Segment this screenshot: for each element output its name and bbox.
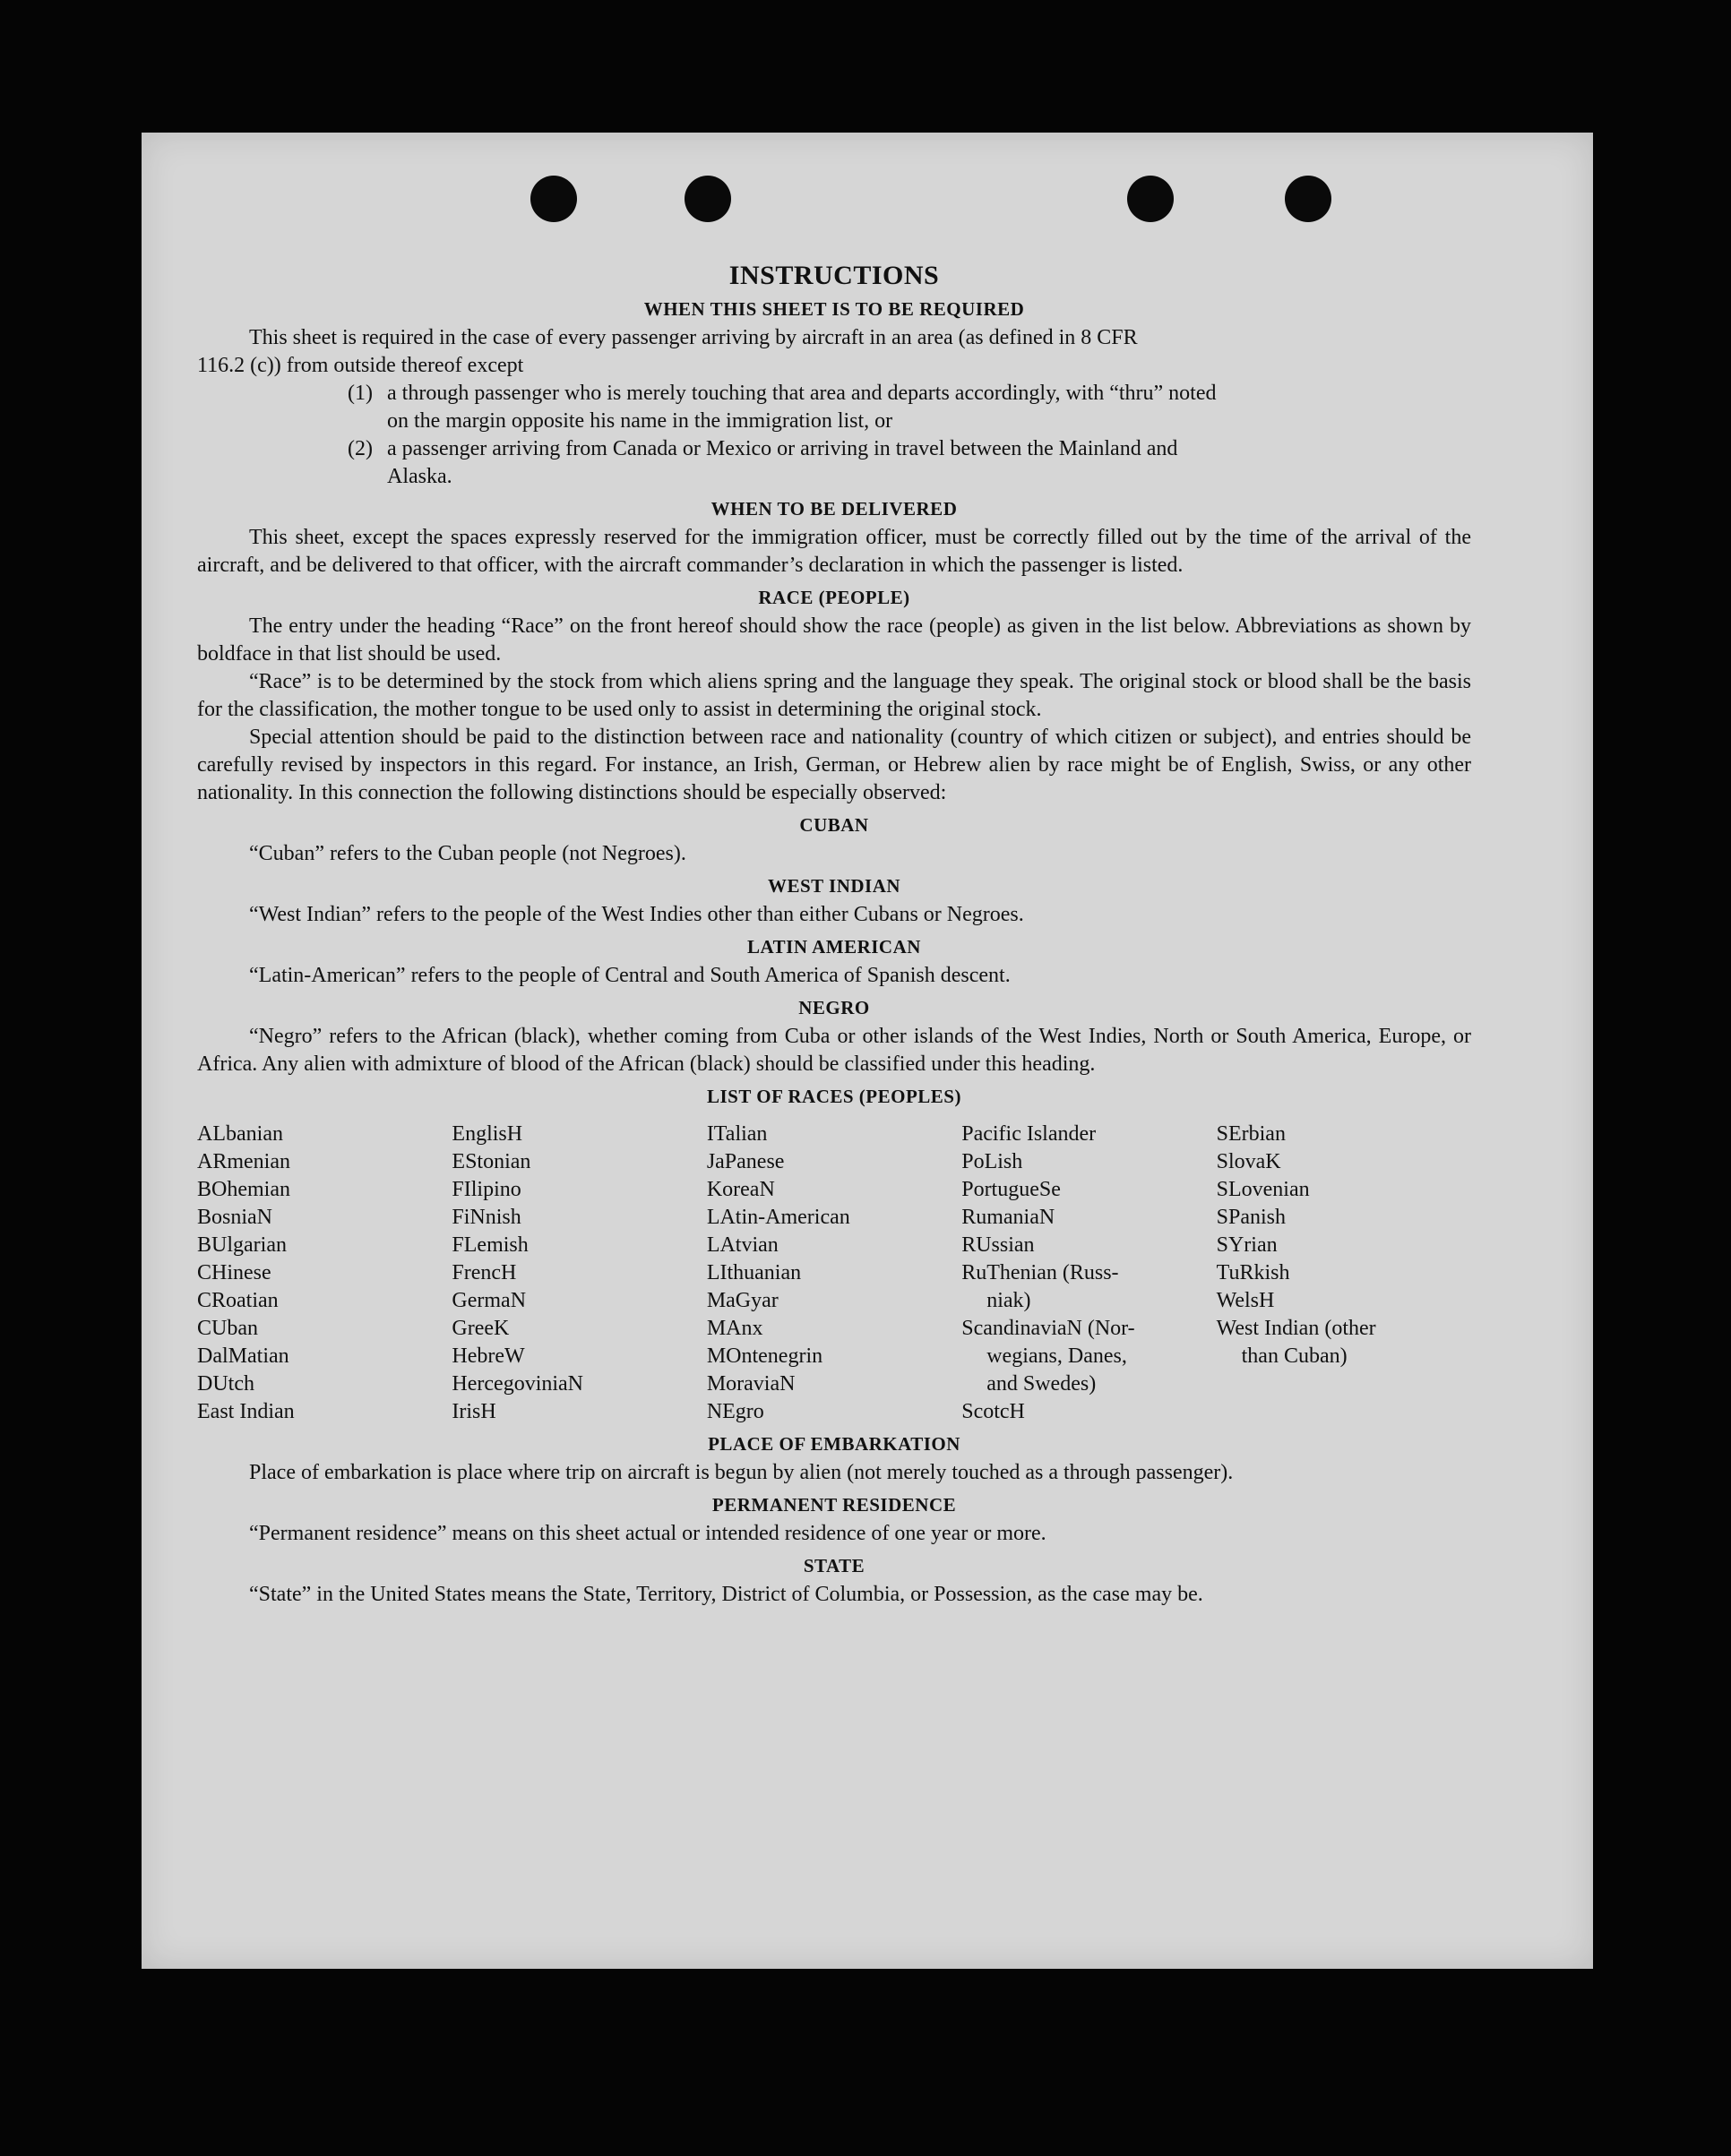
heading-list-of-races: LIST OF RACES (PEOPLES) xyxy=(707,1086,961,1107)
cuban-paragraph: “Cuban” refers to the Cuban people (not Negroes). xyxy=(249,842,686,865)
race-entry: ALbanian xyxy=(197,1122,283,1146)
race-entry: EnglisH xyxy=(452,1122,523,1146)
race-entry: Pacific Islander xyxy=(961,1122,1097,1146)
heading-state: STATE xyxy=(803,1555,866,1576)
delivered-paragraph: This sheet, except the spaces expressly reserved for the immigration officer, must be correctly filled out by the time of the arrival of the aircraft, and be delivered to that officer, with the aircraft commander’s declaration in which the passenger is listed. xyxy=(197,526,1471,577)
heading-cuban: CUBAN xyxy=(799,814,869,836)
race-entry: ScotcH xyxy=(961,1400,1025,1423)
heading-west-indian: WEST INDIAN xyxy=(767,875,901,897)
race-entry: SLovenian xyxy=(1216,1178,1310,1201)
item-line: Alaska. xyxy=(387,465,452,488)
residence-paragraph: “Permanent residence” means on this sheet actual or intended residence of one year or more. xyxy=(249,1522,1046,1545)
race-entry: ITalian xyxy=(706,1122,768,1146)
race-entry: wegians, Danes, xyxy=(986,1344,1127,1368)
race-entry: FLemish xyxy=(452,1233,529,1257)
item-number: (2) xyxy=(348,437,373,460)
races-column xyxy=(707,1121,961,1426)
race-entry: DalMatian xyxy=(197,1344,289,1368)
race-paragraph-3: Special attention should be paid to the distinction between race and nationality (country of which citizen or subject), and entries should be carefully revised by inspectors in this regard. For instance, an Irish, German, or Hebrew alien by race might be of English, Swiss, or any other nationality. In this connection the following distinctions should be especially observed: xyxy=(197,726,1471,804)
race-entry: CHinese xyxy=(197,1261,271,1284)
races-column xyxy=(1217,1121,1471,1426)
punch-hole xyxy=(1285,176,1331,222)
race-entry: ScandinaviaN (Nor- xyxy=(961,1317,1135,1340)
race-entry: CUban xyxy=(197,1317,258,1340)
instructions-content xyxy=(197,261,1471,1609)
intro-line-1: This sheet is required in the case of every passenger arriving by aircraft in an area (as defined in 8 CFR xyxy=(249,326,1138,349)
embarkation-paragraph: Place of embarkation is place where trip on aircraft is begun by alien (not merely touched as a through passenger). xyxy=(249,1461,1234,1484)
races-list xyxy=(197,1121,1471,1426)
west-indian-paragraph: “West Indian” refers to the people of the West Indies other than either Cubans or Negroes. xyxy=(249,903,1024,926)
race-entry: BosniaN xyxy=(197,1206,272,1229)
race-entry: LAtvian xyxy=(706,1233,779,1257)
race-entry: PoLish xyxy=(961,1150,1023,1173)
document-sheet xyxy=(142,133,1593,1969)
race-entry: BOhemian xyxy=(197,1178,290,1201)
race-entry: IrisH xyxy=(452,1400,496,1423)
race-entry: FrencH xyxy=(452,1261,517,1284)
race-entry: MOntenegrin xyxy=(706,1344,823,1368)
page-title: INSTRUCTIONS xyxy=(728,261,940,290)
race-entry: HercegoviniaN xyxy=(452,1372,584,1396)
item-line: a passenger arriving from Canada or Mexico or arriving in travel between the Mainland and xyxy=(387,437,1178,460)
negro-paragraph: “Negro” refers to the African (black), whether coming from Cuba or other islands of the West Indies, North or South America, Europe, or Africa. Any alien with admixture of blood of the African (black) should be classified under this heading. xyxy=(197,1025,1471,1076)
latin-american-paragraph: “Latin-American” refers to the people of Central and South America of Spanish descent. xyxy=(249,964,1011,987)
punch-hole xyxy=(530,176,577,222)
race-entry: SErbian xyxy=(1216,1122,1286,1146)
race-entry: TuRkish xyxy=(1216,1261,1290,1284)
exception-item-1 xyxy=(197,380,1471,435)
race-entry: KoreaN xyxy=(706,1178,775,1201)
heading-when-required: WHEN THIS SHEET IS TO BE REQUIRED xyxy=(643,298,1025,320)
race-entry: RUssian xyxy=(961,1233,1035,1257)
races-column xyxy=(452,1121,706,1426)
state-paragraph: “State” in the United States means the State, Territory, District of Columbia, or Possession, as the case may be. xyxy=(249,1583,1203,1606)
punch-hole xyxy=(1127,176,1174,222)
race-entry: East Indian xyxy=(197,1400,295,1423)
race-entry: MAnx xyxy=(706,1317,763,1340)
race-entry: NEgro xyxy=(706,1400,764,1423)
heading-negro: NEGRO xyxy=(798,997,870,1018)
race-entry: SYrian xyxy=(1216,1233,1278,1257)
race-entry: niak) xyxy=(986,1289,1031,1312)
race-entry: RuThenian (Russ- xyxy=(961,1261,1119,1284)
race-entry: PortugueSe xyxy=(961,1178,1061,1201)
heading-residence: PERMANENT RESIDENCE xyxy=(711,1494,957,1516)
item-line: on the margin opposite his name in the immigration list, or xyxy=(387,409,893,433)
race-entry: HebreW xyxy=(452,1344,525,1368)
heading-race: RACE (PEOPLE) xyxy=(758,587,910,608)
item-number: (1) xyxy=(348,382,373,405)
heading-latin-american: LATIN AMERICAN xyxy=(747,936,921,958)
race-entry: SlovaK xyxy=(1216,1150,1281,1173)
race-entry: GermaN xyxy=(452,1289,527,1312)
race-entry: CRoatian xyxy=(197,1289,279,1312)
races-column xyxy=(197,1121,452,1426)
race-entry: FiNnish xyxy=(452,1206,521,1229)
race-entry: LIthuanian xyxy=(706,1261,802,1284)
race-entry: BUlgarian xyxy=(197,1233,287,1257)
race-entry: MaGyar xyxy=(706,1289,779,1312)
race-paragraph-2: “Race” is to be determined by the stock from which aliens spring and the language they speak. The original stock or blood shall be the basis for the classification, the mother tongue to be used only to assist in determining the original stock. xyxy=(197,670,1471,721)
heading-embarkation: PLACE OF EMBARKATION xyxy=(708,1433,960,1455)
race-entry: WelsH xyxy=(1216,1289,1275,1312)
race-entry: LAtin-American xyxy=(706,1206,850,1229)
race-entry: West Indian (other xyxy=(1216,1317,1376,1340)
race-entry: RumaniaN xyxy=(961,1206,1055,1229)
race-entry: EStonian xyxy=(452,1150,531,1173)
race-entry: FIlipino xyxy=(452,1178,521,1201)
punch-hole xyxy=(685,176,731,222)
race-entry: than Cuban) xyxy=(1241,1344,1348,1368)
item-line: a through passenger who is merely touching that area and departs accordingly, with “thru” noted xyxy=(387,382,1217,405)
exception-item-2 xyxy=(197,435,1471,491)
race-paragraph-1: The entry under the heading “Race” on the front hereof should show the race (people) as given in the list below. Abbreviations as shown by boldface in that list should be used. xyxy=(197,614,1471,666)
race-entry: GreeK xyxy=(452,1317,510,1340)
intro-line-2: 116.2 (c)) from outside thereof except xyxy=(197,354,524,377)
races-column xyxy=(961,1121,1216,1426)
race-entry: DUtch xyxy=(197,1372,254,1396)
race-entry: ARmenian xyxy=(197,1150,290,1173)
heading-when-delivered: WHEN TO BE DELIVERED xyxy=(710,498,958,520)
race-entry: MoraviaN xyxy=(706,1372,796,1396)
race-entry: JaPanese xyxy=(706,1150,785,1173)
race-entry: and Swedes) xyxy=(986,1372,1097,1396)
race-entry: SPanish xyxy=(1216,1206,1286,1229)
